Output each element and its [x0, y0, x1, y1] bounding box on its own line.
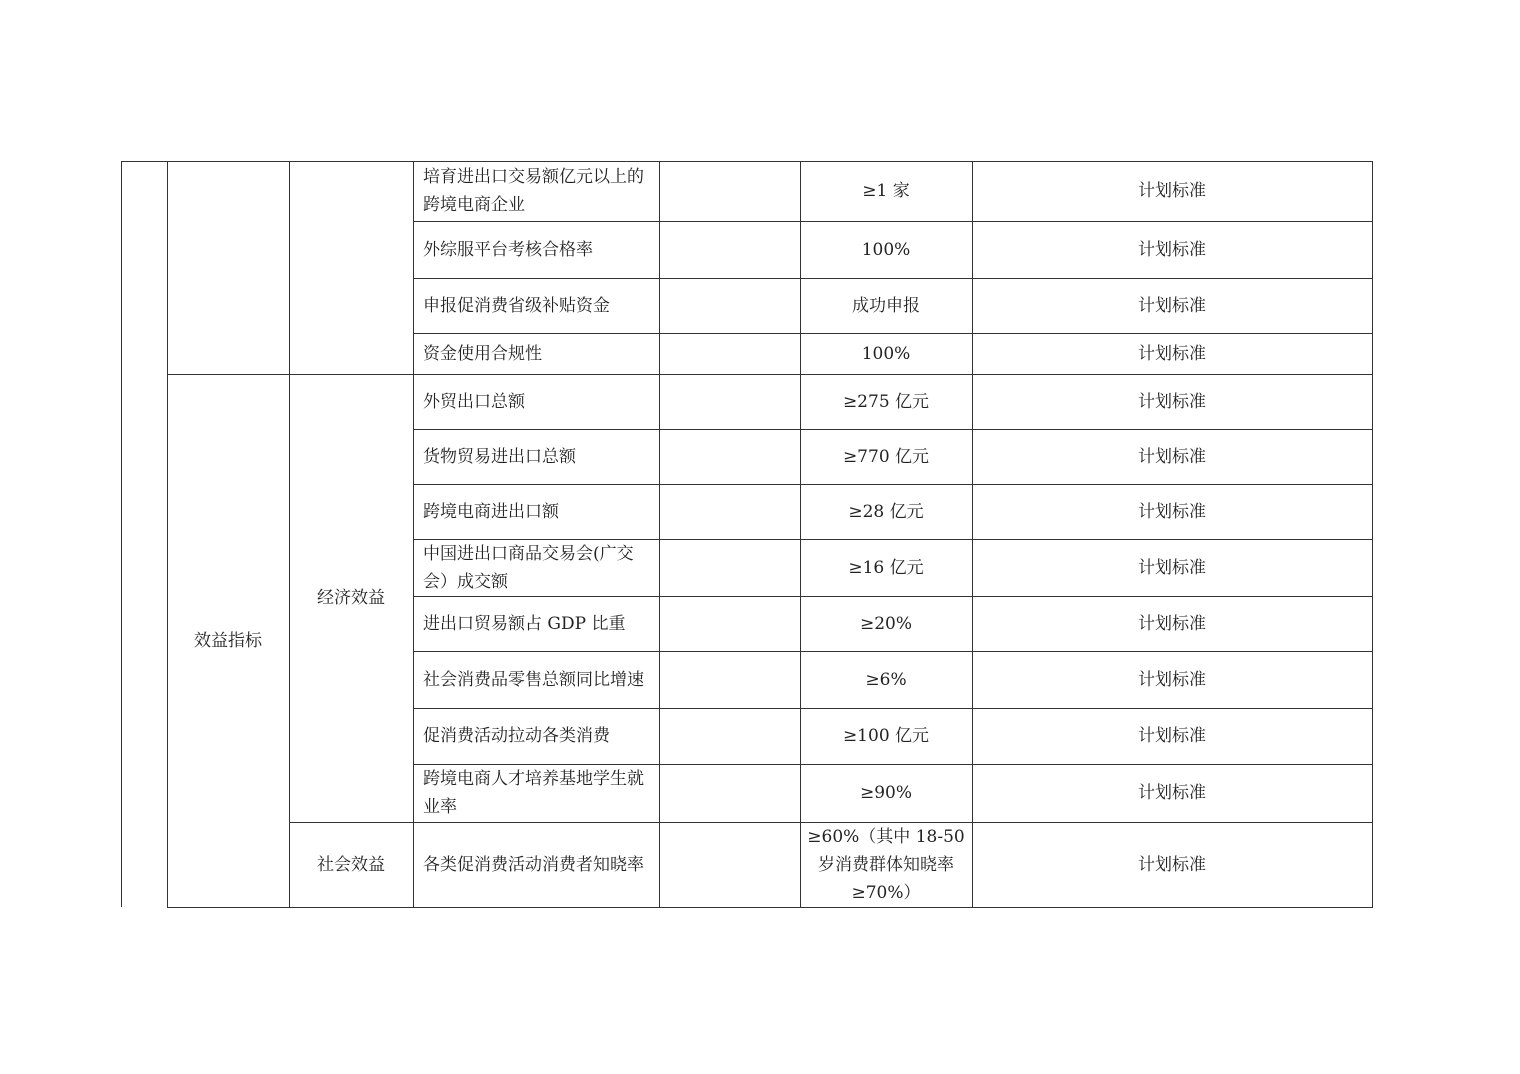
- indicator-text: 中国进出口商品交易会(广交会）成交额: [423, 543, 634, 592]
- indicator-cell: [413, 708, 659, 764]
- indicator-text: 培育进出口交易额亿元以上的跨境电商企业: [423, 167, 644, 215]
- standard-cell: [972, 822, 1372, 907]
- indicator-cell: [413, 539, 659, 596]
- standard-cell: [972, 221, 1372, 278]
- subcategory-cell-economic: [289, 374, 413, 822]
- indicator-cell: [413, 764, 659, 822]
- target-value-cell: [800, 651, 972, 708]
- standard-cell: [972, 596, 1372, 651]
- standard-cell: [972, 539, 1372, 596]
- indicator-text: 外综服平台考核合格率: [423, 239, 593, 260]
- indicator-cell: [413, 161, 659, 221]
- standard-text: 计划标准: [1138, 239, 1206, 260]
- subcategory-cell-social: [289, 822, 413, 907]
- target-value-cell: [800, 429, 972, 484]
- standard-text: 计划标准: [1138, 446, 1206, 467]
- standard-text: 计划标准: [1138, 854, 1206, 875]
- target-value-text: ≥90%: [859, 783, 913, 803]
- indicator-text: 进出口贸易额占 GDP 比重: [423, 613, 626, 634]
- standard-cell: [972, 161, 1372, 221]
- target-value-text: ≥275 亿元: [842, 391, 930, 412]
- indicator-cell: [413, 333, 659, 374]
- indicator-text: 跨境电商进出口额: [423, 501, 559, 522]
- target-value-text: ≥1 家: [862, 181, 910, 201]
- indicator-text: 申报促消费省级补贴资金: [423, 295, 610, 316]
- target-value-cell: [800, 161, 972, 221]
- target-value-cell: [800, 333, 972, 374]
- indicator-cell: [413, 484, 659, 539]
- indicator-text: 各类促消费活动消费者知晓率: [423, 854, 644, 875]
- target-value-cell: [800, 374, 972, 429]
- category-label: 效益指标: [194, 630, 262, 651]
- standard-cell: [972, 651, 1372, 708]
- table-col-divider: [659, 161, 660, 908]
- standard-cell: [972, 278, 1372, 333]
- target-value-text: ≥20%: [859, 613, 913, 634]
- indicator-text: 外贸出口总额: [423, 391, 525, 412]
- target-value-text: 100%: [861, 239, 911, 260]
- standard-text: 计划标准: [1138, 295, 1206, 316]
- table-right-border: [1372, 161, 1373, 908]
- target-value-cell: [800, 221, 972, 278]
- target-value-text: ≥60%（其中 18-50 岁消费群体知晓率≥70%）: [807, 826, 965, 903]
- standard-cell: [972, 429, 1372, 484]
- indicator-text: 跨境电商人才培养基地学生就业率: [423, 769, 644, 817]
- standard-text: 计划标准: [1138, 557, 1206, 578]
- table-left-border: [121, 161, 122, 907]
- target-value-cell: [800, 596, 972, 651]
- target-value-text: ≥28 亿元: [848, 501, 924, 522]
- target-value-cell: [800, 822, 972, 907]
- target-value-cell: [800, 708, 972, 764]
- target-value-text: ≥770 亿元: [842, 446, 930, 467]
- target-value-text: ≥6%: [865, 669, 907, 690]
- standard-cell: [972, 764, 1372, 822]
- standard-text: 计划标准: [1138, 501, 1206, 522]
- target-value-text: 100%: [861, 343, 911, 364]
- indicator-cell: [413, 221, 659, 278]
- indicator-cell: [413, 596, 659, 651]
- subcategory-label: 社会效益: [317, 854, 385, 875]
- standard-cell: [972, 374, 1372, 429]
- indicator-text: 社会消费品零售总额同比增速: [423, 669, 644, 690]
- standard-text: 计划标准: [1138, 726, 1206, 746]
- subcategory-label: 经济效益: [317, 588, 385, 608]
- indicator-cell: [413, 651, 659, 708]
- standard-text: 计划标准: [1138, 391, 1206, 412]
- indicator-cell: [413, 278, 659, 333]
- indicator-cell: [413, 429, 659, 484]
- standard-text: 计划标准: [1138, 181, 1206, 201]
- standard-text: 计划标准: [1138, 669, 1206, 690]
- target-value-cell: [800, 484, 972, 539]
- target-value-text: 成功申报: [852, 295, 920, 316]
- indicator-text: 促消费活动拉动各类消费: [423, 726, 610, 746]
- standard-cell: [972, 333, 1372, 374]
- standard-text: 计划标准: [1138, 783, 1206, 803]
- indicator-text: 资金使用合规性: [423, 343, 542, 364]
- indicator-text: 货物贸易进出口总额: [423, 446, 576, 467]
- indicator-cell: [413, 822, 659, 907]
- table-bottom-border: [167, 907, 1373, 908]
- standard-text: 计划标准: [1138, 613, 1206, 634]
- standard-cell: [972, 484, 1372, 539]
- target-value-text: ≥100 亿元: [842, 726, 930, 746]
- target-value-cell: [800, 278, 972, 333]
- target-value-cell: [800, 764, 972, 822]
- target-value-text: ≥16 亿元: [848, 557, 924, 578]
- target-value-cell: [800, 539, 972, 596]
- standard-cell: [972, 708, 1372, 764]
- category-cell-benefit: [167, 374, 289, 907]
- standard-text: 计划标准: [1138, 343, 1206, 364]
- indicator-cell: [413, 374, 659, 429]
